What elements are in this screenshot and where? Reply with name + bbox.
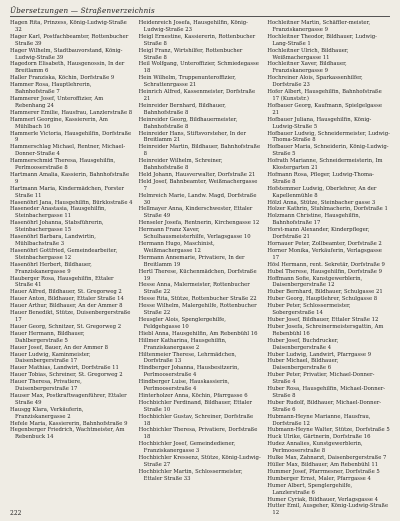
directory-entry: Huber Peter, Privatier, Michael-Donner-Straße 4	[267, 372, 375, 386]
directory-entry: Heusgler Alois, Spenglergehilfe, Feldgehgasse 10	[138, 316, 226, 330]
directory-entry: Hudez Annalies, Kunstgewerblerin, Perlmooserstraße 8	[267, 441, 363, 455]
directory-entry: Hochleitner Ulrich, Bildhauer, Weißmachergasse 11	[267, 47, 349, 61]
page-number: 222	[10, 510, 22, 517]
directory-entry: Heinreider Martin, Bildhauer, Bahnhofstraße 8	[138, 144, 261, 158]
directory-entry: Hillmer Katharina, Hausgehilfin, Franziskanergasse 2	[138, 337, 227, 351]
directory-entry: Hammerl Georgine, Kassiererin, Am Mühlbach 16	[10, 116, 108, 130]
directory-entry: Hindberger Johanna, Hausbesitzerin, Perlmooserstraße 4	[138, 365, 240, 379]
directory-entry: Hochbichler Theresa, Privatiere, Dorfstraße 18	[138, 427, 258, 441]
directory-entry: Held Josef, Bahnbeamter, Weißmachergasse 7	[138, 178, 258, 192]
directory-entry: Hermann Franz Xaver, Schulhausmeisterhilfe, Verlagsgasse 10	[138, 227, 251, 241]
directory-entry: Hasenöhrl Jana, Hausgehilfin, Bürklostraße 4	[10, 199, 133, 206]
directory-entry: Heigl Ernestine, Kassiererin, Rottenbucher Straße 8	[138, 33, 256, 47]
directory-entry: Hartmann Maria, Kindermädchen, Forster Straße 11	[10, 185, 125, 199]
directory-entry: Hammerle Victoria, Hausgehilfin, Dorfstraße 9	[10, 130, 132, 144]
directory-entry: Hauer Theresa, Privatiere, Duisenbergerstraße 17	[10, 379, 82, 393]
directory-entry: Hauberger Rosa, Hausgehilfin, Ettaler Straße 41	[10, 275, 114, 289]
directory-entry: Hagedorn Elisabeth, Hausgenossin, In der Breitlamm 6	[10, 61, 125, 75]
directory-entry: Humer Cyriak, Bildhauer, Verlagsgasse 4	[267, 496, 378, 503]
directory-entry: Hauer Arthur, Bildhauer, An der Ammer 8	[10, 303, 123, 310]
directory-entry: Hermann Annemarie, Privatiere, In der Breitlamm 19	[138, 254, 245, 268]
directory-entry: Hartmann Amalia, Kassierin, Bahnhofstraße 9	[10, 171, 130, 185]
directory-entry: Hammer Rosa, Hauptlehrerin, Bahnhofstraße 7	[10, 82, 92, 96]
directory-entry: Huber Rosa, Hausgehilfin, Michael-Donner-Straße 8	[267, 386, 386, 399]
directory-entry: Hofmann Rosa, Pfleger, Ludwig-Thoma-Straße 8	[267, 171, 374, 185]
directory-entry: Hiltenmeier Therese, Lehrmädchen, Dorfstraße 13	[138, 351, 237, 365]
directory-entry: Heinreider Wilhelm, Schreiner, Bahnhofstraße 8	[138, 158, 223, 172]
directory-entry: Hauer Josef, Bauer, An der Ammer 8	[10, 344, 109, 351]
directory-entry: Hauer Ludwig, Kaminmeister, Daisenbergerstraße 17	[10, 351, 91, 365]
directory-entry: Hulke Max, Zahnarzt, Daisenbergerstraße 7	[267, 455, 387, 462]
directory-entry: Huber Josef, Buchdrucker, Daisenbergerstraße 4	[267, 337, 339, 351]
directory-entry: Hofer Albert, Hausgehilfin, Bahnhofstraße 17 (Kunststr.)	[267, 89, 382, 102]
directory-entry: Haller Franziska, Köchin, Dorfstraße 9	[10, 75, 115, 82]
directory-entry: Huber Bernhard, Bildhauer, Schulgasse 21	[267, 289, 383, 296]
directory-entry: Held Johann, Hausverwalter, Dorfstraße 21	[138, 171, 256, 178]
directory-entry: Heinrich Alfred, Kassenmeister, Dorfstraße 21	[138, 89, 256, 102]
directory-entry: Heidenreich Josefa, Hausgehilfin, König-Ludwig-Straße 23	[138, 20, 248, 33]
directory-entry: Hegenberger Friedrich, Wachtmeister, Am Rebenbuck 14	[10, 427, 125, 441]
directory-entry: Hochleitner Theodor, Bildhauer, Ludwig-Lang-Straße 1	[267, 33, 377, 47]
directory-entry: Hasenöhrl Johanna, Stabsführerin, Steinbachergasse 15	[10, 220, 104, 234]
directory-entry: Humer Albert, Spenglergehilfe, Lanzlerstraße 6	[267, 482, 353, 496]
directory-entry: Hofrath Marianne, Schneidermeisterin, Im Klostergarten 21	[267, 158, 383, 172]
directory-entry: Hasenöhrl Gottfried, Gemeindearbeiter, Steinbachergasse 12	[10, 247, 118, 261]
directory-entry: Hammerer Josef, Unteroffizier, Am Rebenhang 24	[10, 95, 104, 109]
directory-entry: Huber Josef, Bildhauer, Ettaler Straße 12	[267, 316, 379, 323]
directory-entry: Huber Peter, Schlossermeister, Sobergerstraße 14	[267, 303, 351, 317]
directory-entry: Hofbauer Ludwig, Schneidermeister, Ludwig-Thoma-Straße 8	[267, 130, 390, 144]
directory-entry: Hinterholzer Anna, Köchin, Pfarrgasse 6	[138, 392, 248, 399]
directory-entry: Huber Ludwig, Landwirt, Pfarrgasse 9	[267, 351, 372, 358]
directory-entry: Hindberger Luise, Hauskassierin, Perlmooserstraße 4	[138, 379, 230, 393]
directory-entry: Hochleitner Xaver, Bildhauer, Franziskanergasse 9	[267, 61, 347, 75]
directory-entry: Hauer Alfred, Bildhauer, St. Gregorweg 2	[10, 289, 122, 296]
directory-entry: Hermann Hugo, Maschinist, Weißmachergasse 12	[138, 241, 215, 254]
directory-entry: Hölzl Anna, Stütze, Steinbacher gasse 3	[267, 199, 376, 206]
directory-entry: Huber Michael, Bildhauer, Daisenbergerstraße 6	[267, 358, 339, 372]
directory-entry: Heinreider Georg, Bildhauermeister, Bahnhofstraße 8	[138, 116, 238, 130]
directory-entry: Hochleitner Martin, Schäffler-meister, Franziskanergasse 9	[267, 20, 371, 33]
directory-entry: Hochbichler Martin, Schlossermeister, Ettaler Straße 33	[138, 468, 243, 482]
directory-entry: Heigl Franz, Wirtshilfer, Rottenbucher Straße 8	[138, 47, 243, 61]
directory-entry: Hornauer Peter, Zollbeamter, Dorfstraße 2	[267, 241, 382, 247]
directory-entry: Hiebl Anna, Hausgehilfin, Am Rebenbühl 16	[138, 330, 258, 337]
directory-entry: Hochbichler Gustav, Schreiner, Dorfstraße 18	[138, 413, 254, 427]
directory-entry: Hubel Therese, Hausgehilfin, Dorfstraße 9	[267, 268, 382, 275]
directory-entry: Hutter Emil, Ausgeher, König-Ludwig-Straße 12	[267, 503, 389, 517]
column-2	[139, 20, 262, 512]
directory-entry: Hauser Max, Postkraftwagenführer, Ettaler Straße 49	[10, 392, 127, 406]
directory-entry: Hubmann-Heyne Marianne, Hausfrau, Dorfstraße 12	[267, 413, 371, 427]
directory-entry: Hefele Maria, Kassiererin, Bahnhofstraße 9	[10, 420, 128, 427]
directory-entry: Hauer Mathias, Landwirt, Dorfstraße 11	[10, 365, 119, 372]
directory-entry: Hammerschlag Michael, Rentner, Michael-Donner-Straße 4	[10, 144, 126, 158]
directory-entry: Huber Rudolf, Bildhauer, Michael-Donner-Straße 6	[267, 399, 382, 413]
page-header: Übersetzungen — Straßenverzeichnis	[10, 6, 155, 15]
directory-entry: Hofbauer Maria, Schneiderin, König-Ludwig-Straße 5	[267, 144, 389, 158]
directory-entry: Hofbauer Georg, Kaufmann, Spielgelgasse 21	[267, 102, 383, 116]
column-1	[10, 20, 133, 512]
directory-entry: Hammerer Emilie, Hausfrau, Lanzlerstraße 8	[10, 109, 133, 116]
directory-entry: Hauer Anton, Bildhauer, Ettaler Straße 14	[10, 296, 124, 303]
directory-entry: Hein Wilhelm, Truppenunteroffizier, Schrattenrgasse 21	[138, 75, 236, 89]
directory-entry: Hauer Benedikt, Stütze, Duisenbergerstraße 17	[10, 310, 131, 323]
directory-entry: Huber Josefa, Schreinermeistersgattin, Am Rebenbühl 16	[267, 323, 384, 337]
directory-entry: Hofbauer Juliana, Hausgehilfin, König-Ludwig-Straße 5	[267, 116, 372, 130]
directory-entry: Holzmann Christine, Hausgehilfin, Bahnhofstraße 17	[267, 213, 361, 227]
directory-entry: Hesse Anna, Malermeister, Rottenbucher Straße 22	[138, 282, 250, 296]
directory-entry: Hochbichler Josef, Gemeindediener, Franziskanergasse 3	[138, 441, 236, 455]
directory-entry: Hubmann-Heyne Walter, Stütze, Dorfstraße 5	[267, 427, 390, 434]
directory-entry: Hummer Josef, Pfarrmesner, Dorfstraße 5	[267, 468, 380, 475]
directory-entry: Hasenöhrl Barbara, Landwirtin, Mühlbachstraße 3	[10, 234, 96, 247]
directory-entry: Huber Georg, Hauptlehrer, Schulgasse 8	[267, 296, 378, 303]
directory-entry: Hager Karl, Postfachbeamter, Rottenbucher Straße 39	[10, 33, 129, 47]
directory-entry: Hagen Rita, Prinzess, König-Ludwig-Straße 32	[10, 20, 127, 33]
directory-entry: Hertl Therese, Küchenmädchen, Dorfstraße 19	[138, 268, 257, 282]
directory-entry: Heinreider Bernhard, Bildhauer, Bahnhofstraße 8	[138, 102, 226, 116]
directory-entry: Heil Wolfgang, Unteroffizier, Schmiedegasse 18	[138, 61, 259, 75]
directory-entry: Hochbichler Kressenz, Stütze, König-Ludwig-Straße 27	[138, 455, 261, 468]
directory-entry: Horner Monika, Verkäuferin, Verlagsgasse 17	[267, 247, 382, 261]
directory-entry: Hofstemmer Ludwig, Oberlehrer, An der Kapellenmühle 8	[267, 185, 377, 199]
directory-entry: Helmreich Marie, Landw. Magd, Dorfstraße 30	[138, 192, 257, 206]
directory-entry: Hoffmann Sofie, Kunstgewerblerin, Daisenbergerstraße 12	[267, 275, 363, 289]
header-rule	[10, 16, 390, 17]
directory-entry: Humberger Ernst, Maler, Pfarrgasse 4	[267, 475, 371, 482]
directory-entry: Hauer Hermann, Bildhauer, Dahlbergerstraße 5	[10, 330, 85, 344]
directory-entry: Hager Wilhelm, Stadtbauvorstand, König-Ludwig-Straße 39	[10, 47, 123, 61]
directory-entry: Hochreiner Alois, Sparkassenhilfer, Dorfstraße 23	[267, 75, 363, 89]
directory-entry: Hochbichler Ferdinand, Bildhauer, Ettaler Straße 10	[138, 399, 252, 413]
directory-entry: Hausgg Klara, Verkäuferin, Franziskanergasse 2	[10, 406, 84, 420]
directory-entry: Hüller Max, Bildhauer, Am Rebenbühl 11	[267, 462, 379, 468]
directory-entry: Hauer Tobias, Schreiner, St. Gregorweg 2	[10, 372, 123, 379]
directory-entry: Hellmayer Anna, Kinderschwester, Ettaler Straße 49	[138, 206, 253, 220]
directory-entry: Hösl Hermann, rent. Sekretär, Dorfstraße 9	[267, 261, 385, 268]
column-3	[267, 20, 390, 517]
directory-entry: Hammerschmid Theresa, Hausgehilfin, Perlmooserstraße 8	[10, 158, 116, 172]
directory-entry: Hasenöhrl Herbert, Bildhauer, Franziskanergasse 9	[10, 261, 92, 275]
directory-entry: Hesse Rita, Stütze, Rottenbucher Straße 22	[138, 296, 257, 303]
directory-entry: Heinreider Hans, Stiftsvorsteher, In der Breitlamm 21	[138, 130, 246, 144]
directory-entry: Haseneder Anastasia, Hausgehilfin, Steinbachergasse 11	[10, 206, 107, 220]
directory-entry: Horst-mann Alexander, Kinderpfleger, Dorfstraße 21	[267, 227, 370, 241]
directory-entry: Henseler Josefa, Rentnerin, Kirchengasse 12	[138, 220, 260, 227]
directory-entry: Hauer Georg, Schnitzer, St. Gregorweg 2	[10, 323, 122, 330]
directory-entry: Huck Ulrike, Gärtnerin, Dorfstraße 16	[267, 434, 371, 441]
directory-entry: Hesse Wilhelm, Malergehilfe, Rottenbucher Straße 22	[138, 303, 257, 317]
directory-entry: Holzer Kathrin, Stuhlmacherin, Dorfstraße 1	[267, 206, 388, 213]
